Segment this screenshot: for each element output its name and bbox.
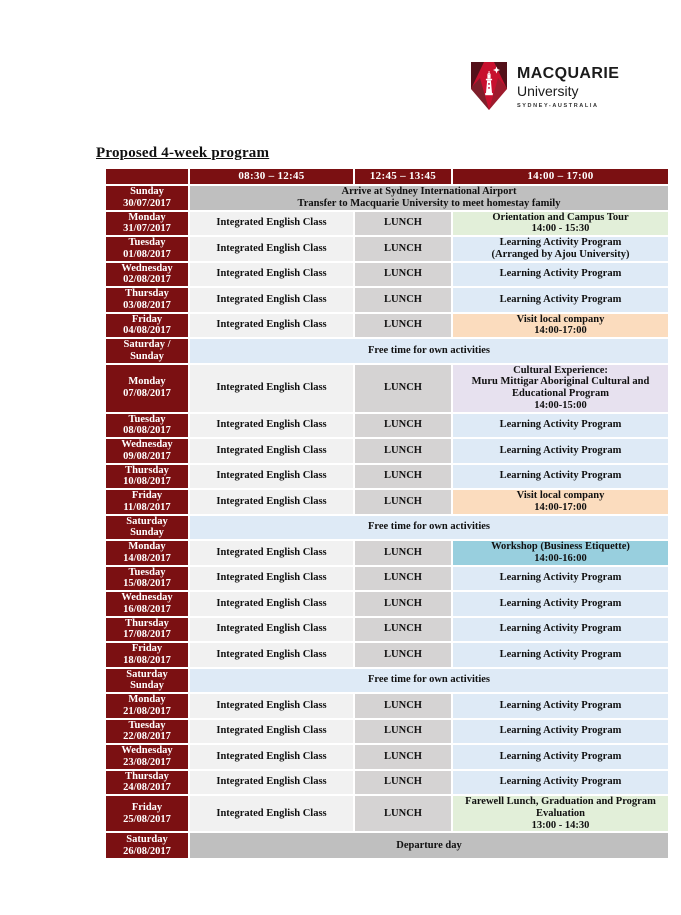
cell-text-line: 25/08/2017 — [123, 813, 171, 825]
lunch-cell — [355, 490, 451, 514]
cell-text-line: LUNCH — [384, 444, 422, 456]
cell-text-line: Integrated English Class — [216, 623, 327, 635]
afternoon-activity-cell — [453, 592, 668, 616]
day-cell — [106, 745, 188, 769]
cell-text-line: Wednesday — [121, 592, 173, 603]
day-cell — [106, 833, 188, 858]
table-row — [106, 833, 668, 858]
cell-text-line: LUNCH — [384, 699, 422, 711]
cell-text-line: (Arranged by Ajou University) — [491, 248, 630, 260]
cell-text-line: Monday — [128, 541, 166, 552]
cell-text-line: Integrated English Class — [216, 495, 327, 507]
header-cell-lunch: 12:45 – 13:45 — [355, 169, 451, 184]
cell-text-line: Learning Activity Program — [499, 699, 622, 711]
table-row — [106, 465, 668, 489]
morning-class-cell — [190, 314, 353, 338]
cell-text-line: Evaluation — [535, 807, 585, 819]
cell-text-line: Learning Activity Program — [499, 572, 622, 584]
program-table-body — [106, 186, 668, 858]
cell-text-line: LUNCH — [384, 217, 422, 229]
cell-text-line: Learning Activity Program — [499, 597, 622, 609]
day-cell — [106, 592, 188, 616]
full-width-cell — [190, 516, 668, 540]
cell-text-line: Learning Activity Program — [499, 648, 622, 660]
table-row — [106, 263, 668, 287]
cell-text-line: 14/08/2017 — [123, 552, 171, 564]
table-row — [106, 720, 668, 744]
morning-class-cell — [190, 694, 353, 718]
cell-text-line: Free time for own activities — [367, 344, 491, 356]
cell-text-line: Integrated English Class — [216, 293, 327, 305]
cell-text-line: Learning Activity Program — [499, 725, 622, 737]
table-row — [106, 541, 668, 565]
lunch-cell — [355, 465, 451, 489]
day-cell — [106, 796, 188, 831]
cell-text-line: Friday — [131, 313, 163, 325]
table-row — [106, 796, 668, 831]
cell-text-line: 26/08/2017 — [123, 845, 171, 857]
day-cell — [106, 414, 188, 438]
morning-class-cell — [190, 796, 353, 831]
cell-text-line: Learning Activity Program — [499, 776, 622, 788]
day-cell — [106, 186, 188, 210]
afternoon-activity-cell — [453, 212, 668, 236]
cell-text-line: Learning Activity Program — [499, 750, 622, 762]
afternoon-activity-cell — [453, 414, 668, 438]
table-row — [106, 288, 668, 312]
cell-text-line: LUNCH — [384, 648, 422, 660]
cell-text-line: LUNCH — [384, 242, 422, 254]
logo-text — [517, 61, 619, 109]
afternoon-activity-cell — [453, 237, 668, 261]
table-row — [106, 643, 668, 667]
cell-text-line: Free time for own activities — [367, 674, 491, 686]
cell-text-line: Saturday — [126, 668, 168, 680]
table-row — [106, 745, 668, 769]
table-row — [106, 592, 668, 616]
cell-text-line: Visit local company — [516, 490, 605, 501]
cell-text-line: Visit local company — [516, 313, 605, 325]
cell-text-line: Farewell Lunch, Graduation and Program — [465, 796, 656, 807]
lunch-cell — [355, 541, 451, 565]
lunch-cell — [355, 288, 451, 312]
cell-text-line: 01/08/2017 — [123, 248, 171, 260]
cell-text-line: LUNCH — [384, 776, 422, 788]
afternoon-activity-cell — [453, 288, 668, 312]
cell-text-line: Integrated English Class — [216, 382, 327, 394]
full-width-cell — [190, 669, 668, 693]
day-cell — [106, 314, 188, 338]
cell-text-line: Thursday — [125, 288, 169, 299]
day-cell — [106, 263, 188, 287]
morning-class-cell — [190, 365, 353, 412]
cell-text-line: Thursday — [125, 617, 169, 629]
day-cell — [106, 541, 188, 565]
morning-class-cell — [190, 237, 353, 261]
cell-text-line: LUNCH — [384, 546, 422, 558]
cell-text-line: 16/08/2017 — [123, 603, 171, 615]
cell-text-line: Workshop (Business Etiquette) — [491, 541, 630, 552]
cell-text-line: Integrated English Class — [216, 597, 327, 609]
table-row — [106, 186, 668, 210]
afternoon-activity-cell — [453, 314, 668, 338]
cell-text-line: Tuesday — [128, 566, 166, 578]
cell-text-line: Friday — [131, 490, 163, 501]
table-row — [106, 414, 668, 438]
cell-text-line: 23/08/2017 — [123, 756, 171, 768]
cell-text-line: Wednesday — [121, 439, 173, 450]
afternoon-activity-cell — [453, 745, 668, 769]
cell-text-line: Integrated English Class — [216, 419, 327, 431]
table-row — [106, 618, 668, 642]
afternoon-activity-cell — [453, 796, 668, 831]
cell-text-line: LUNCH — [384, 419, 422, 431]
cell-text-line: 10/08/2017 — [123, 476, 171, 488]
afternoon-activity-cell — [453, 771, 668, 795]
cell-text-line: Learning Activity Program — [499, 268, 622, 280]
cell-text-line: Tuesday — [128, 719, 166, 731]
lunch-cell — [355, 592, 451, 616]
full-width-cell — [190, 186, 668, 210]
header-cell-day — [106, 169, 188, 184]
morning-class-cell — [190, 490, 353, 514]
cell-text-line: 31/07/2017 — [123, 223, 171, 235]
day-cell — [106, 237, 188, 261]
cell-text-line: Muru Mittigar Aboriginal Cultural and — [471, 376, 650, 388]
table-row — [106, 439, 668, 463]
table-row — [106, 490, 668, 514]
cell-text-line: 03/08/2017 — [123, 299, 171, 311]
morning-class-cell — [190, 465, 353, 489]
morning-class-cell — [190, 720, 353, 744]
table-row — [106, 694, 668, 718]
cell-text-line: LUNCH — [384, 470, 422, 482]
cell-text-line: LUNCH — [384, 725, 422, 737]
cell-text-line: 14:00-16:00 — [534, 552, 587, 564]
morning-class-cell — [190, 541, 353, 565]
cell-text-line: LUNCH — [384, 623, 422, 635]
cell-text-line: 22/08/2017 — [123, 731, 171, 743]
cell-text-line: Learning Activity Program — [499, 444, 622, 456]
day-cell — [106, 567, 188, 591]
morning-class-cell — [190, 567, 353, 591]
morning-class-cell — [190, 592, 353, 616]
page-title: Proposed 4-week program — [96, 145, 270, 161]
lunch-cell — [355, 439, 451, 463]
cell-text-line: Sunday — [130, 350, 164, 362]
afternoon-activity-cell — [453, 465, 668, 489]
cell-text-line: Integrated English Class — [216, 546, 327, 558]
cell-text-line: Learning Activity Program — [499, 419, 622, 431]
cell-text-line: Integrated English Class — [216, 725, 327, 737]
table-row — [106, 237, 668, 261]
afternoon-activity-cell — [453, 541, 668, 565]
lunch-cell — [355, 643, 451, 667]
cell-text-line: 04/08/2017 — [123, 325, 171, 337]
table-row — [106, 212, 668, 236]
cell-text-line: Saturday — [126, 834, 168, 845]
day-cell — [106, 339, 188, 363]
cell-text-line: LUNCH — [384, 807, 422, 819]
cell-text-line: Integrated English Class — [216, 750, 327, 762]
morning-class-cell — [190, 745, 353, 769]
cell-text-line: Friday — [131, 643, 163, 654]
lunch-cell — [355, 694, 451, 718]
cell-text-line: LUNCH — [384, 750, 422, 762]
cell-text-line: Thursday — [125, 770, 169, 782]
full-width-cell — [190, 833, 668, 858]
cell-text-line: Transfer to Macquarie University to meet homestay family — [297, 197, 561, 209]
cell-text-line: 08/08/2017 — [123, 425, 171, 437]
cell-text-line: 21/08/2017 — [123, 705, 171, 717]
cell-text-line: 14:00 - 15:30 — [531, 223, 590, 235]
afternoon-activity-cell — [453, 618, 668, 642]
logo-tagline: SYDNEY-AUSTRALIA — [517, 102, 599, 109]
cell-text-line: 14:00-15:00 — [534, 399, 587, 411]
lunch-cell — [355, 314, 451, 338]
cell-text-line: LUNCH — [384, 382, 422, 394]
morning-class-cell — [190, 439, 353, 463]
afternoon-activity-cell — [453, 365, 668, 412]
table-row — [106, 314, 668, 338]
cell-text-line: Learning Activity Program — [499, 470, 622, 482]
program-table — [104, 167, 670, 860]
header-cell-morning: 08:30 – 12:45 — [190, 169, 353, 184]
lunch-cell — [355, 263, 451, 287]
lunch-cell — [355, 745, 451, 769]
morning-class-cell — [190, 288, 353, 312]
cell-text-line: 02/08/2017 — [123, 274, 171, 286]
cell-text-line: 09/08/2017 — [123, 450, 171, 462]
morning-class-cell — [190, 212, 353, 236]
day-cell — [106, 465, 188, 489]
cell-text-line: 11/08/2017 — [123, 501, 171, 513]
cell-text-line: Integrated English Class — [216, 242, 327, 254]
cell-text-line: Saturday — [126, 515, 168, 527]
day-cell — [106, 669, 188, 693]
cell-text-line: Integrated English Class — [216, 268, 327, 280]
day-cell — [106, 439, 188, 463]
day-cell — [106, 643, 188, 667]
cell-text-line: Learning Activity Program — [499, 237, 622, 248]
cell-text-line: Integrated English Class — [216, 319, 327, 331]
lunch-cell — [355, 414, 451, 438]
cell-text-line: Arrive at Sydney International Airport — [341, 186, 517, 197]
cell-text-line: 18/08/2017 — [123, 654, 171, 666]
cell-text-line: Monday — [128, 376, 166, 388]
table-header-row — [106, 169, 668, 184]
table-row — [106, 669, 668, 693]
table-row — [106, 365, 668, 412]
morning-class-cell — [190, 643, 353, 667]
cell-text-line: Saturday / — [123, 339, 171, 350]
morning-class-cell — [190, 414, 353, 438]
day-cell — [106, 288, 188, 312]
cell-text-line: LUNCH — [384, 319, 422, 331]
day-cell — [106, 720, 188, 744]
cell-text-line: Learning Activity Program — [499, 293, 622, 305]
afternoon-activity-cell — [453, 490, 668, 514]
cell-text-line: Friday — [131, 801, 163, 813]
cell-text-line: Wednesday — [121, 262, 173, 274]
morning-class-cell — [190, 263, 353, 287]
cell-text-line: Cultural Experience: — [513, 364, 608, 376]
cell-text-line: LUNCH — [384, 597, 422, 609]
cell-text-line: Orientation and Campus Tour — [492, 211, 629, 223]
cell-text-line: Integrated English Class — [216, 776, 327, 788]
cell-text-line: Wednesday — [121, 745, 173, 756]
cell-text-line: LUNCH — [384, 572, 422, 584]
cell-text-line: Sunday — [130, 527, 164, 539]
day-cell — [106, 365, 188, 412]
logo-subname: University — [517, 82, 579, 99]
day-cell — [106, 771, 188, 795]
table-row — [106, 339, 668, 363]
cell-text-line: Integrated English Class — [216, 444, 327, 456]
cell-text-line: Tuesday — [128, 413, 166, 425]
day-cell — [106, 618, 188, 642]
lunch-cell — [355, 237, 451, 261]
cell-text-line: Sunday — [130, 680, 164, 692]
macquarie-shield-icon — [469, 61, 509, 112]
cell-text-line: 14:00-17:00 — [534, 325, 587, 337]
lunch-cell — [355, 771, 451, 795]
lunch-cell — [355, 567, 451, 591]
macquarie-logo — [469, 61, 619, 112]
cell-text-line: LUNCH — [384, 293, 422, 305]
cell-text-line: 07/08/2017 — [123, 388, 171, 399]
morning-class-cell — [190, 618, 353, 642]
afternoon-activity-cell — [453, 643, 668, 667]
cell-text-line: Monday — [128, 211, 166, 223]
afternoon-activity-cell — [453, 439, 668, 463]
cell-text-line: Educational Program — [512, 388, 609, 399]
cell-text-line: Integrated English Class — [216, 572, 327, 584]
cell-text-line: LUNCH — [384, 268, 422, 280]
cell-text-line: Tuesday — [128, 237, 166, 248]
logo-name: MACQUARIE — [517, 65, 620, 82]
day-cell — [106, 490, 188, 514]
cell-text-line: LUNCH — [384, 495, 422, 507]
cell-text-line: Departure day — [396, 839, 462, 851]
cell-text-line: Sunday — [130, 186, 164, 197]
cell-text-line: Integrated English Class — [216, 470, 327, 482]
table-row — [106, 567, 668, 591]
lunch-cell — [355, 796, 451, 831]
cell-text-line: 17/08/2017 — [123, 629, 171, 641]
table-row — [106, 771, 668, 795]
morning-class-cell — [190, 771, 353, 795]
cell-text-line: Integrated English Class — [216, 699, 327, 711]
lunch-cell — [355, 720, 451, 744]
table-row — [106, 516, 668, 540]
cell-text-line: Integrated English Class — [216, 217, 327, 229]
cell-text-line: Learning Activity Program — [499, 623, 622, 635]
cell-text-line: 15/08/2017 — [123, 578, 171, 590]
afternoon-activity-cell — [453, 263, 668, 287]
lunch-cell — [355, 212, 451, 236]
day-cell — [106, 516, 188, 540]
cell-text-line: 14:00-17:00 — [534, 501, 587, 513]
cell-text-line: Monday — [128, 694, 166, 705]
cell-text-line: Free time for own activities — [367, 521, 491, 533]
day-cell — [106, 694, 188, 718]
lunch-cell — [355, 618, 451, 642]
afternoon-activity-cell — [453, 720, 668, 744]
afternoon-activity-cell — [453, 567, 668, 591]
day-cell — [106, 212, 188, 236]
cell-text-line: 30/07/2017 — [123, 197, 171, 209]
cell-text-line: 24/08/2017 — [123, 782, 171, 794]
cell-text-line: 13:00 - 14:30 — [531, 819, 590, 831]
afternoon-activity-cell — [453, 694, 668, 718]
cell-text-line: Integrated English Class — [216, 807, 327, 819]
header-cell-afternoon: 14:00 – 17:00 — [453, 169, 668, 184]
cell-text-line: Thursday — [125, 464, 169, 476]
lunch-cell — [355, 365, 451, 412]
full-width-cell — [190, 339, 668, 363]
cell-text-line: Integrated English Class — [216, 648, 327, 660]
